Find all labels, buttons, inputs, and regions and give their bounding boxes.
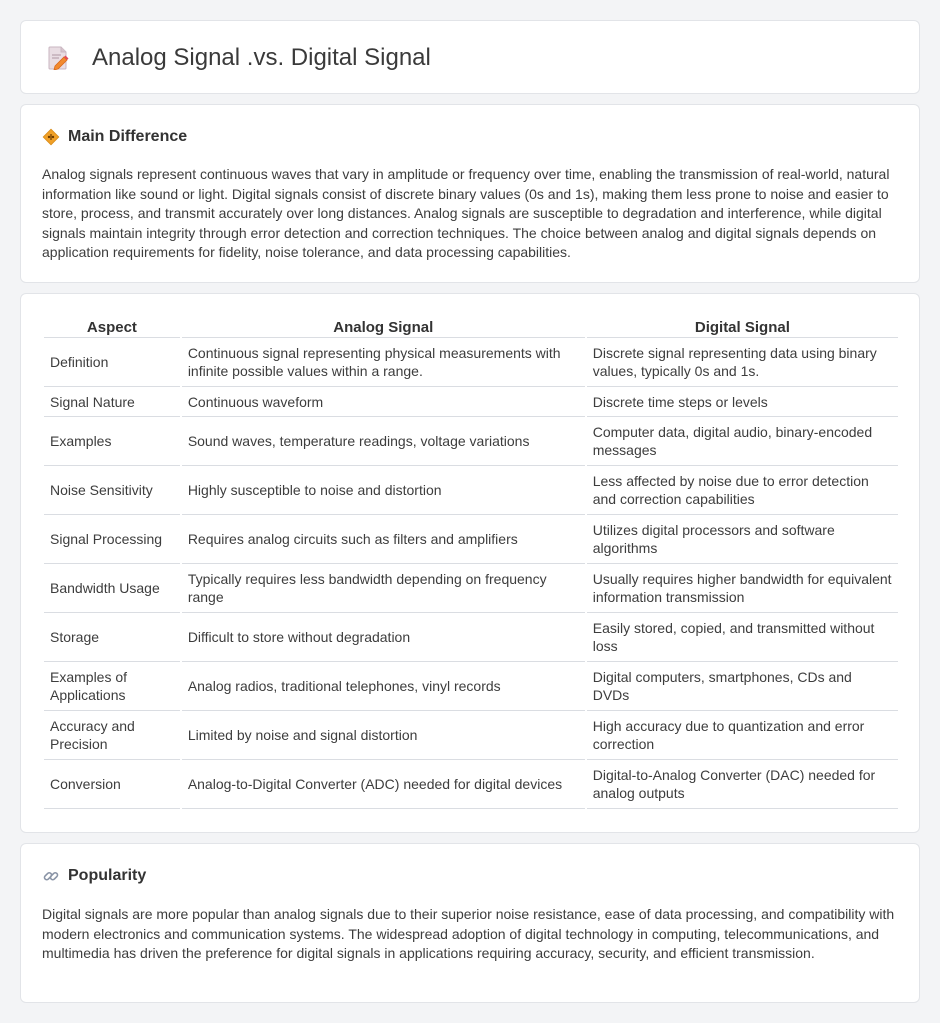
table-header-row <box>44 316 898 338</box>
table-row <box>44 662 898 711</box>
main-difference-card <box>20 104 920 283</box>
document-pencil-icon <box>47 46 69 70</box>
cell-aspect: Examples <box>44 417 180 466</box>
cell-analog: Analog radios, traditional telephones, vinyl records <box>182 662 585 711</box>
popularity-text: Digital signals are more popular than analog signals due to their superior noise resistance, ease of data processing, and compatibility with modern electronics and communication systems. The widespread adoption of digital technology in computing, telecommunications, and multimedia has driven the preference for digital signals in applications requiring accuracy, security, and efficient transmission. <box>42 906 895 961</box>
cell-analog: Typically requires less bandwidth depending on frequency range <box>182 564 585 613</box>
cell-aspect: Conversion <box>44 760 180 809</box>
comparison-table-card <box>20 293 920 833</box>
cell-digital: Discrete signal representing data using binary values, typically 0s and 1s. <box>587 338 898 387</box>
table-row <box>44 613 898 662</box>
page-title: Analog Signal .vs. Digital Signal <box>92 44 431 71</box>
cell-aspect: Bandwidth Usage <box>44 564 180 613</box>
table-row <box>44 387 898 417</box>
cell-analog: Analog-to-Digital Converter (ADC) needed for digital devices <box>182 760 585 809</box>
cell-analog: Limited by noise and signal distortion <box>182 711 585 760</box>
cell-digital: Less affected by noise due to error detection and correction capabilities <box>587 466 898 515</box>
cell-aspect: Signal Processing <box>44 515 180 564</box>
cell-digital: High accuracy due to quantization and error correction <box>587 711 898 760</box>
cell-aspect: Signal Nature <box>44 387 180 417</box>
table-row <box>44 711 898 760</box>
header-card <box>20 20 920 94</box>
table-row <box>44 760 898 809</box>
diamond-icon <box>42 128 60 146</box>
cell-analog: Continuous signal representing physical measurements with infinite possible values within a range. <box>182 338 585 387</box>
main-difference-title: Main Difference <box>68 128 188 145</box>
cell-analog: Difficult to store without degradation <box>182 613 585 662</box>
cell-digital: Digital-to-Analog Converter (DAC) needed for analog outputs <box>587 760 898 809</box>
column-header-aspect: Aspect <box>44 316 180 338</box>
cell-digital: Usually requires higher bandwidth for equivalent information transmission <box>587 564 898 613</box>
table-row <box>44 466 898 515</box>
cell-analog: Continuous waveform <box>182 387 585 417</box>
table-row <box>44 515 898 564</box>
table-row <box>44 417 898 466</box>
cell-digital: Utilizes digital processors and software algorithms <box>587 515 898 564</box>
popularity-heading <box>42 867 146 885</box>
comparison-table <box>42 316 900 809</box>
popularity-title: Popularity <box>68 867 147 884</box>
cell-aspect: Storage <box>44 613 180 662</box>
cell-analog: Highly susceptible to noise and distortion <box>182 466 585 515</box>
column-header-analog: Analog Signal <box>182 316 585 338</box>
cell-analog: Requires analog circuits such as filters and amplifiers <box>182 515 585 564</box>
cell-analog: Sound waves, temperature readings, voltage variations <box>182 417 585 466</box>
cell-aspect: Definition <box>44 338 180 387</box>
cell-digital: Discrete time steps or levels <box>587 387 898 417</box>
main-difference-heading <box>42 128 187 146</box>
cell-aspect: Accuracy and Precision <box>44 711 180 760</box>
popularity-card <box>20 843 920 1003</box>
main-difference-text: Analog signals represent continuous waves that vary in amplitude or frequency over time, enabling the transmission of real-world, natural information like sound or light. Digital signals consist of discrete binary values (0s and 1s), making them less prone to noise and easier to store, process, and transmit accurately over long distances. Analog signals are susceptible to degradation and interference, while digital signals maintain integrity through error detection and correction techniques. The choice between analog and digital signals depends on application requirements for fidelity, noise tolerance, and data processing capabilities. <box>42 166 890 260</box>
cell-aspect: Noise Sensitivity <box>44 466 180 515</box>
cell-digital: Digital computers, smartphones, CDs and DVDs <box>587 662 898 711</box>
link-icon <box>42 867 60 885</box>
table-row <box>44 564 898 613</box>
cell-digital: Easily stored, copied, and transmitted without loss <box>587 613 898 662</box>
table-row <box>44 338 898 387</box>
cell-aspect: Examples of Applications <box>44 662 180 711</box>
cell-digital: Computer data, digital audio, binary-encoded messages <box>587 417 898 466</box>
column-header-digital: Digital Signal <box>587 316 898 338</box>
